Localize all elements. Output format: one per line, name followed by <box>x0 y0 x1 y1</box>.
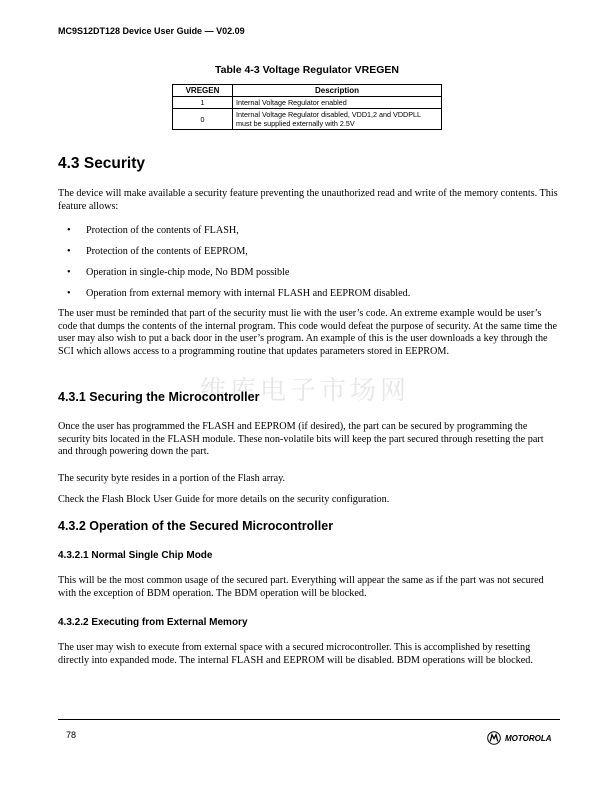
list-item-text: Operation from external memory with internal FLASH and EEPROM disabled. <box>86 288 411 299</box>
table-row <box>173 109 442 130</box>
motorola-batwing-icon <box>487 731 501 745</box>
column-header-description: Description <box>233 85 442 97</box>
bullet-icon: • <box>67 246 71 257</box>
flash-guide-paragraph: Check the Flash Block User Guide for more details on the security configuration. <box>58 494 390 505</box>
bullet-icon: • <box>67 288 71 299</box>
table-header-row <box>173 85 442 97</box>
footer-divider <box>58 719 560 720</box>
list-item <box>58 225 558 246</box>
bullet-icon: • <box>67 225 71 236</box>
brand-name: MOTOROLA <box>505 733 552 743</box>
cell-description: Internal Voltage Regulator disabled, VDD1,2 and VDDPLL must be supplied externally with 2.5V <box>233 109 442 130</box>
subsection-heading-external-memory: 4.3.2.2 Executing from External Memory <box>58 617 248 628</box>
watermark: 维库电子市场网 <box>200 376 411 405</box>
security-byte-paragraph: The security byte resides in a portion of the Flash array. <box>58 473 286 484</box>
security-intro-paragraph: The device will make available a security feature preventing the unauthorized read and write of the memory contents. This feature allows: <box>58 188 558 212</box>
table-row <box>173 97 442 109</box>
section-heading-security: 4.3 Security <box>58 155 146 172</box>
list-item <box>58 246 558 267</box>
list-item-text: Operation in single-chip mode, No BDM possible <box>86 267 290 278</box>
vregen-table <box>172 84 442 130</box>
bullet-icon: • <box>67 267 71 278</box>
cell-vregen: 0 <box>173 109 233 130</box>
single-chip-paragraph: This will be the most common usage of the secured part. Everything will appear the same as if the part was not secured with the exception of BDM operation. The BDM operation will be blocked. <box>58 575 544 599</box>
table-caption: Table 4-3 Voltage Regulator VREGEN <box>215 64 399 76</box>
list-item <box>58 267 558 288</box>
subsection-heading-single-chip: 4.3.2.1 Normal Single Chip Mode <box>58 550 213 561</box>
column-header-vregen: VREGEN <box>173 85 233 97</box>
section-heading-securing: 4.3.1 Securing the Microcontroller <box>58 390 260 404</box>
page-number: 78 <box>66 730 77 740</box>
cell-description: Internal Voltage Regulator enabled <box>233 97 442 109</box>
securing-paragraph: Once the user has programmed the FLASH and EEPROM (if desired), the part can be secured by programming the security bits located in the FLASH module. These non-volatile bits will keep the part secured through resetting the part and through powering down the part. <box>58 421 544 458</box>
list-item <box>58 288 558 309</box>
cell-vregen: 1 <box>173 97 233 109</box>
list-item-text: Protection of the contents of FLASH, <box>86 225 239 236</box>
external-memory-paragraph: The user may wish to execute from external space with a secured microcontroller. This is accomplished by resetting directly into expanded mode. The internal FLASH and EEPROM will be disabled. BDM operations will be blocked. <box>58 642 533 666</box>
document-header: MC9S12DT128 Device User Guide — V02.09 <box>58 26 245 36</box>
security-reminder-paragraph: The user must be reminded that part of the security must lie with the user’s code. An extreme example would be user’s code that dumps the contents of the internal program. This code would defeat the purpose of security. At the same time the user may also wish to put a back door in the user’s program. An example of this is the user downloads a key through the SCI which allows access to a programming routine that updates parameters stored in EEPROM. <box>58 308 558 357</box>
security-feature-list <box>58 225 558 309</box>
section-heading-secured-operation: 4.3.2 Operation of the Secured Microcontroller <box>58 519 334 533</box>
motorola-logo <box>487 731 552 745</box>
list-item-text: Protection of the contents of EEPROM, <box>86 246 248 257</box>
